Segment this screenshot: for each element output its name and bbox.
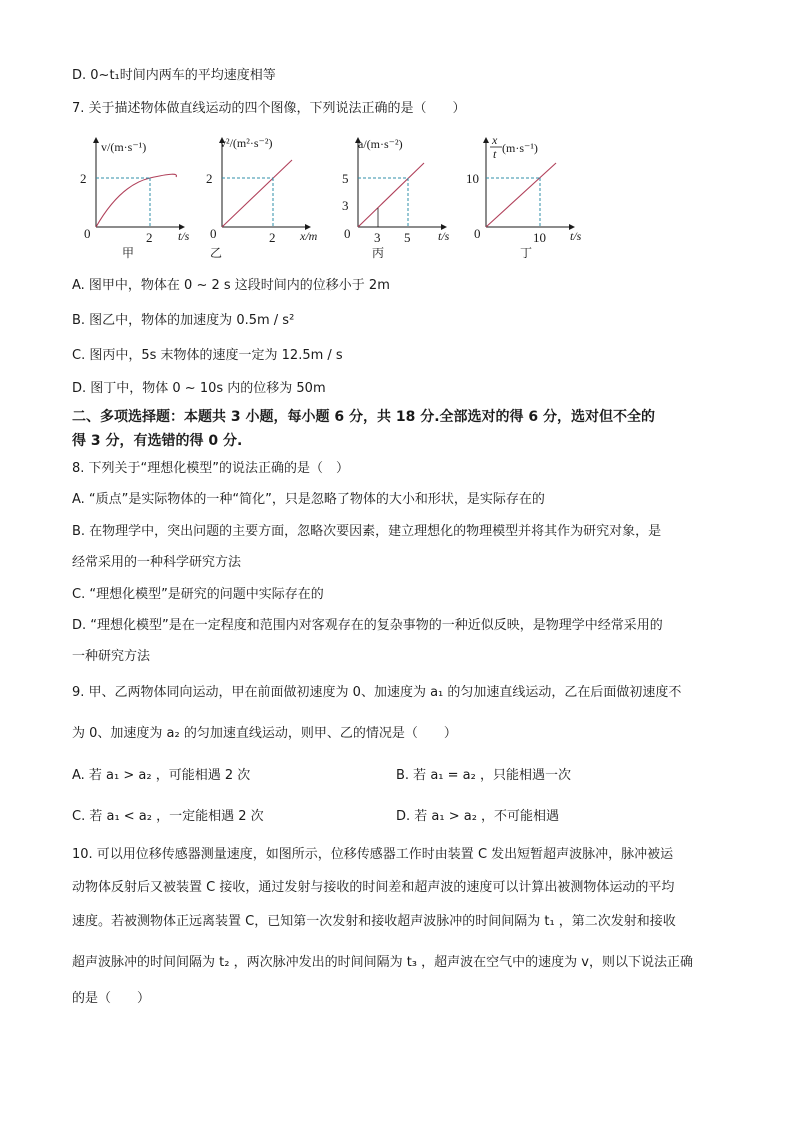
graph-jia-xlabel: t/s xyxy=(178,229,190,243)
q8-option-d-line2: 一种研究方法 xyxy=(72,649,151,664)
graph-bing-xlabel: t/s xyxy=(438,229,450,243)
graph-bing-xtick2: 3 xyxy=(374,230,381,245)
graph-jia-origin: 0 xyxy=(84,226,91,241)
q10-stem-line5: 的是（ ） xyxy=(72,991,151,1006)
q7-option-b: B. 图乙中，物体的加速度为 0.5m / s² xyxy=(72,313,295,328)
q8-option-d-line1: D. “理想化模型”是在一定程度和范围内对客观存在的复杂事物的一种近似反映，是物理学中经常采用的 xyxy=(72,618,663,633)
graph-yi-xtick: 2 xyxy=(269,230,276,245)
graph-jia-ylabel: v/(m·s⁻¹) xyxy=(101,140,147,154)
graph-yi-caption: 乙 xyxy=(210,246,223,260)
graph-ding-origin: 0 xyxy=(474,226,481,241)
q7-option-d: D. 图丁中，物体 0 ~ 10s 内的位移为 50m xyxy=(72,381,326,396)
graph-yi-xlabel: x/m xyxy=(300,229,318,243)
q6-option-d: D. 0~t₁时间内两车的平均速度相等 xyxy=(72,68,276,83)
graph-bing-caption: 丙 xyxy=(372,246,385,260)
graph-bing-ytick2: 3 xyxy=(342,198,349,213)
graph-yi-ylabel: v²/(m²·s⁻²) xyxy=(220,136,273,150)
graph-bing-origin: 0 xyxy=(344,226,351,241)
q8-option-b-line2: 经常采用的一种科学研究方法 xyxy=(72,555,242,570)
q10-stem-line1: 10. 可以用位移传感器测量速度，如图所示，位移传感器工作时由装置 C 发出短暂超声波脉冲，脉冲被运 xyxy=(72,847,674,862)
q9-option-b: B. 若 a₁ = a₂ ，只能相遇一次 xyxy=(396,768,571,783)
q8-stem: 8. 下列关于“理想化模型”的说法正确的是（ ） xyxy=(72,461,350,476)
q7-graphs xyxy=(80,130,600,265)
graph-bing-ylabel: a/(m·s⁻²) xyxy=(358,137,403,151)
graph-bing-ytick: 5 xyxy=(342,171,349,186)
graph-yi-ytick: 2 xyxy=(206,171,213,186)
q9-stem-line1: 9. 甲、乙两物体同向运动，甲在前面做初速度为 0、加速度为 a₁ 的匀加速直线运动，乙在后面做初速度不 xyxy=(72,685,682,700)
graph-jia-ytick: 2 xyxy=(80,171,87,186)
graph-ding-xlabel: t/s xyxy=(570,229,582,243)
graph-jia-curve xyxy=(96,174,176,227)
graph-ding-ytick: 10 xyxy=(466,171,479,186)
graph-bing xyxy=(342,137,450,260)
q7-option-a: A. 图甲中，物体在 0 ~ 2 s 这段时间内的位移小于 2m xyxy=(72,278,390,293)
graph-ding-ylabel-den: t xyxy=(493,147,497,161)
q9-option-d: D. 若 a₁ > a₂ ，不可能相遇 xyxy=(396,809,560,824)
q9-option-c: C. 若 a₁ < a₂ ，一定能相遇 2 次 xyxy=(72,809,264,824)
q9-stem-line2: 为 0、加速度为 a₂ 的匀加速直线运动，则甲、乙的情况是（ ） xyxy=(72,726,457,741)
q8-option-b-line1: B. 在物理学中，突出问题的主要方面，忽略次要因素，建立理想化的物理模型并将其作为研究对象，是 xyxy=(72,524,662,539)
q8-option-a: A. “质点”是实际物体的一种“简化”，只是忽略了物体的大小和形状，是实际存在的 xyxy=(72,492,545,507)
graph-yi-line xyxy=(222,160,292,227)
q10-stem-line2: 动物体反射后又被装置 C 接收，通过发射与接收的时间差和超声波的速度可以计算出被测物体运动的平均 xyxy=(72,880,675,895)
graph-ding-xtick: 10 xyxy=(533,230,546,245)
graph-jia-xtick: 2 xyxy=(146,230,153,245)
section2-heading-line1: 二、多项选择题：本题共 3 小题，每小题 6 分，共 18 分.全部选对的得 6 分，选对但不全的 xyxy=(72,409,656,425)
graph-bing-line xyxy=(358,163,424,227)
graph-ding-ylabel-unit: (m·s⁻¹) xyxy=(502,141,538,155)
graph-bing-xtick: 5 xyxy=(404,230,411,245)
q7-stem: 7. 关于描述物体做直线运动的四个图像，下列说法正确的是（ ） xyxy=(72,101,466,116)
graph-ding-caption: 丁 xyxy=(520,246,533,260)
q7-option-c: C. 图丙中，5s 末物体的速度一定为 12.5m / s xyxy=(72,348,343,363)
q10-stem-line4: 超声波脉冲的时间间隔为 t₂ ，两次脉冲发出的时间间隔为 t₃ ，超声波在空气中的速度为 v，则以下说法正确 xyxy=(72,955,693,970)
section2-heading-line2: 得 3 分，有选错的得 0 分. xyxy=(72,433,243,449)
graph-jia xyxy=(80,138,190,260)
q10-stem-line3: 速度。若被测物体正远离装置 C，已知第一次发射和接收超声波脉冲的时间间隔为 t₁ ，第二次发射和接收 xyxy=(72,914,676,929)
q8-option-c: C. “理想化模型”是研究的问题中实际存在的 xyxy=(72,587,324,602)
graph-ding-line xyxy=(486,163,556,227)
graph-yi xyxy=(206,136,318,260)
graph-ding xyxy=(466,133,582,260)
graph-yi-origin: 0 xyxy=(210,226,217,241)
graph-ding-ylabel-num: x xyxy=(492,133,498,147)
graph-jia-caption: 甲 xyxy=(122,246,135,260)
q9-option-a: A. 若 a₁ > a₂ ，可能相遇 2 次 xyxy=(72,768,251,783)
